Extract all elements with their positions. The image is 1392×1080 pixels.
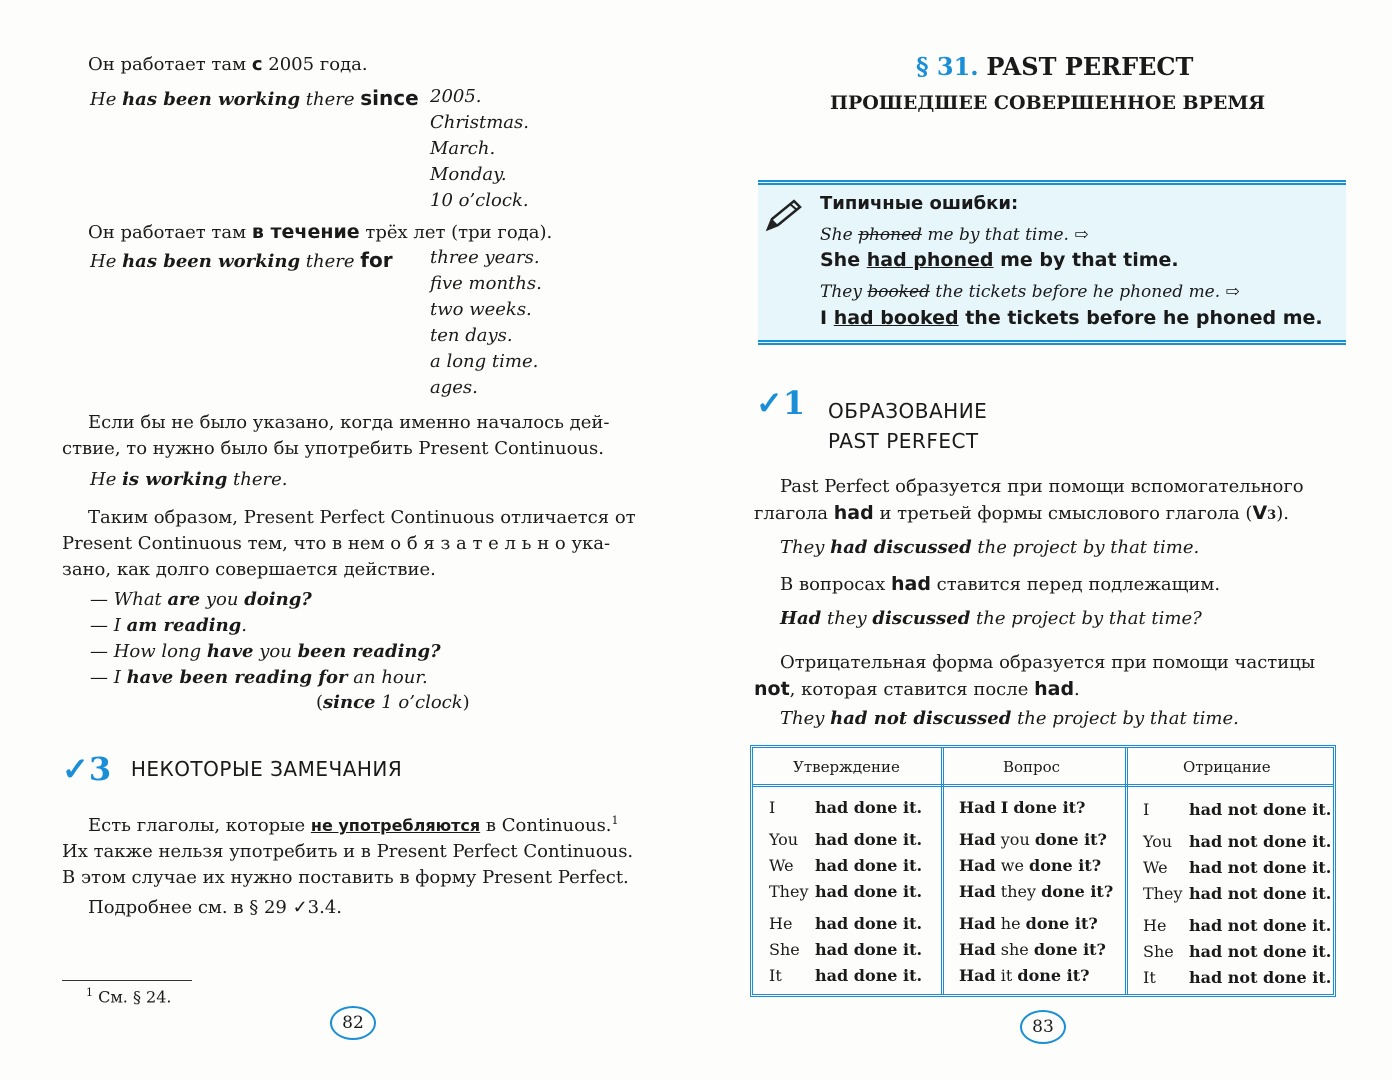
right-page xyxy=(700,0,1392,1080)
table-row: Had you done it? xyxy=(959,830,1107,849)
table-row: He had not done it. xyxy=(1143,916,1332,935)
table-row: We had done it. xyxy=(769,856,923,875)
example-is-working: He is working there. xyxy=(90,469,288,490)
table-row: You had done it. xyxy=(769,830,923,849)
page-number-82: 82 xyxy=(330,1006,376,1040)
paragraph-continuous: Если бы не было указано, когда именно началось дей- ствие, то нужно было бы употребить Present Continuous. xyxy=(62,412,610,459)
table-header: Вопрос xyxy=(1003,758,1061,776)
table-row: I had done it. xyxy=(769,798,923,817)
example-had-discussed: They had discussed the project by that time. xyxy=(780,537,1200,558)
negative-rule: Отрицательная форма образуется при помощи частицы not, которая ставится после had. xyxy=(754,652,1316,700)
dialogue-line: — I have been reading for an hour. xyxy=(90,667,428,688)
table-row: It had not done it. xyxy=(1143,968,1332,987)
line-for-ru: Он работает там в течение трёх лет (три года). xyxy=(88,221,553,243)
table-row: She had done it. xyxy=(769,940,923,959)
correction-1: She had phoned me by that time. xyxy=(820,249,1179,271)
pencil-icon xyxy=(764,199,804,233)
section-1-heading: ОБРАЗОВАНИЕ PAST PERFECT xyxy=(828,399,988,453)
section-title: § 31. PAST PERFECT xyxy=(916,52,1194,81)
table-row: You had not done it. xyxy=(1143,832,1332,851)
errors-heading: Типичные ошибки: xyxy=(820,193,1019,214)
footnote: $^1$ См. § 24. xyxy=(86,986,172,1007)
table-row: He had done it. xyxy=(769,914,923,933)
question-rule: В вопросах had ставится перед подлежащим. xyxy=(780,573,1221,595)
example-for: He has been working there for xyxy=(90,248,393,272)
example-negative: They had not discussed the project by that time. xyxy=(780,708,1239,729)
footnote-divider xyxy=(62,980,192,981)
paragraph-summary: Таким образом, Present Perfect Continuous отличается от Present Continuous тем, что в нем о б я з а т е л ь н о ука- зано, как долго совершается действие. xyxy=(62,507,636,580)
table-row: Had I done it? xyxy=(959,798,1086,817)
table-header: Отрицание xyxy=(1183,758,1271,776)
table-row: She had not done it. xyxy=(1143,942,1332,961)
table-row: They had not done it. xyxy=(1143,884,1332,903)
page-number-83: 83 xyxy=(1020,1010,1066,1044)
table-row: Had we done it? xyxy=(959,856,1102,875)
section-3-text: Есть глаголы, которые не употребляются в Continuous.$^1$ Их также нельзя употребить и в Present Perfect Continuous. В этом случае их нужно поставить в форму Present Perfect. Подробнее см. в § 29 ✓3.4. xyxy=(62,814,634,918)
dialogue-line: — I am reading. xyxy=(90,615,247,636)
table-divider xyxy=(753,784,1333,787)
table-row: Had it done it? xyxy=(959,966,1090,985)
table-row: It had done it. xyxy=(769,966,923,985)
table-row: We had not done it. xyxy=(1143,858,1332,877)
for-list: three years. five months. two weeks. ten days. a long time. ages. xyxy=(430,247,542,398)
since-list: 2005. Christmas. March. Monday. 10 o’clock. xyxy=(430,86,529,211)
error-2: They booked the tickets before he phoned me. ⇨ xyxy=(820,282,1240,302)
section-3-heading: ✓3 НЕКОТОРЫЕ ЗАМЕЧАНИЯ xyxy=(62,750,403,788)
example-since: He has been working there since xyxy=(90,86,419,110)
section-subtitle: ПРОШЕДШЕЕ СОВЕРШЕННОЕ ВРЕМЯ xyxy=(830,92,1266,114)
line-since-ru: Он работает там с 2005 года. xyxy=(88,54,368,75)
table-header: Утверждение xyxy=(793,758,900,776)
dialogue-line: — What are you doing? xyxy=(90,589,312,610)
formation-paragraph: Past Perfect образуется при помощи вспомогательного глагола had и третьей формы смыслового глагола (V3). xyxy=(754,476,1304,524)
dialogue-line: — How long have you been reading? xyxy=(90,641,441,662)
table-row: They had done it. xyxy=(769,882,923,901)
dialogue xyxy=(90,587,441,691)
table-row: Had he done it? xyxy=(959,914,1098,933)
table-row: Had she done it? xyxy=(959,940,1106,959)
table-row: Had they done it? xyxy=(959,882,1114,901)
conjugation-table xyxy=(750,745,1336,997)
error-1: She phoned me by that time. ⇨ xyxy=(820,225,1089,245)
check-icon: ✓3 xyxy=(62,750,112,788)
typical-errors-box xyxy=(758,180,1346,345)
correction-2: I had booked the tickets before he phoned me. xyxy=(820,307,1323,329)
dialogue-since: (since 1 o’clock) xyxy=(316,692,470,713)
example-question: Had they discussed the project by that time? xyxy=(780,608,1202,629)
check-icon: ✓1 xyxy=(756,384,806,422)
table-row: I had not done it. xyxy=(1143,800,1332,819)
